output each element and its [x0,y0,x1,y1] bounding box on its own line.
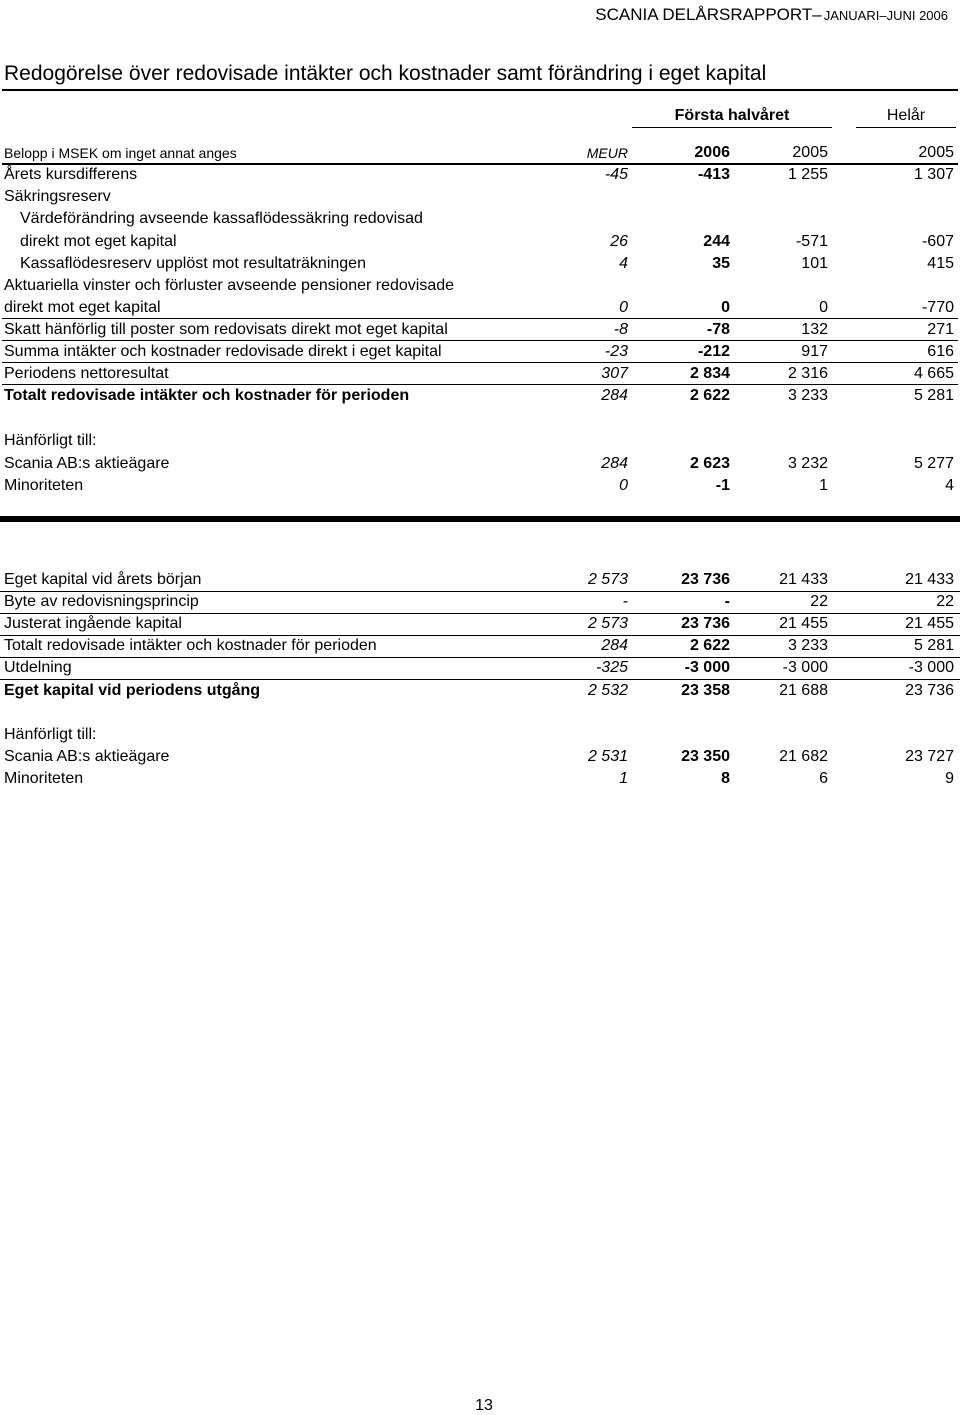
row-label: Utdelning [4,659,72,676]
title-rule [2,89,958,91]
cell-full-year: 22 [936,593,954,610]
row-label: Aktuariella vinster och förluster avseende pensioner redovisade [4,277,455,294]
cell-full-year: 23 736 [905,682,954,699]
row-label: Totalt redovisade intäkter och kostnader för perioden [4,387,410,404]
cell-2005: 3 233 [787,387,828,404]
table-row [0,768,960,790]
table-row [0,186,960,208]
cell-2006: 23 736 [681,615,730,632]
table-row [0,635,960,658]
cell-2006: 23 736 [681,571,730,588]
cell-2006: -212 [697,343,730,360]
cell-2005: 21 433 [779,571,828,588]
table-row [0,475,960,497]
table-row [0,430,960,452]
table-row [0,297,960,319]
table-row [0,746,960,768]
cell-2005: 21 455 [779,615,828,632]
cell-2006: -1 [715,477,730,494]
row-label: Scania AB:s aktieägare [4,455,170,472]
cell-full-year: 1 307 [913,166,954,183]
period-rule-first-half [632,127,832,128]
row-label: Eget kapital vid årets början [4,571,202,588]
cell-2006: 2 622 [689,387,730,404]
cell-2006: -78 [706,321,730,338]
cell-meur: 0 [619,299,628,316]
table-row [0,591,960,614]
cell-full-year: 5 281 [913,637,954,654]
cell-2005: 6 [819,770,828,787]
cell-full-year: -607 [921,233,954,250]
section-separator [0,516,960,522]
row-label: Totalt redovisade intäkter och kostnader för perioden [4,637,377,654]
cell-2005: 21 682 [779,748,828,765]
row-label: Periodens nettoresultat [4,365,169,382]
cell-meur: 1 [619,770,628,787]
cell-2005: 132 [801,321,828,338]
cell-full-year: -3 000 [908,659,954,676]
row-label: Eget kapital vid periodens utgång [4,682,261,699]
header-company: SCANIA DELÅRSRAPPORT [595,5,813,24]
cell-full-year: 5 277 [913,455,954,472]
cell-2005: 1 255 [787,166,828,183]
row-label: Kassaflödesreserv upplöst mot resultaträkningen [20,255,366,272]
table-row [0,363,960,385]
table-row-total [0,680,960,702]
cell-meur: 0 [619,477,628,494]
cell-2005: -3 000 [782,659,828,676]
cell-full-year: 9 [945,770,954,787]
row-label: Skatt hänförlig till poster som redovisats direkt mot eget kapital [4,321,448,338]
cell-meur: 4 [619,255,628,272]
row-label: Hänförligt till: [4,432,97,449]
period-label-first-half: Första halvåret [674,107,790,124]
cell-2005: 2 316 [787,365,828,382]
cell-2006: - [724,593,730,610]
cell-2006: 35 [712,255,730,272]
column-header-meur: MEUR [586,145,628,161]
cell-2005: 1 [819,477,828,494]
cell-2005: -571 [795,233,828,250]
page-title: Redogörelse över redovisade intäkter och kostnader samt förändring i eget kapital [4,62,767,85]
cell-full-year: 271 [927,321,954,338]
table-row [0,208,960,230]
cell-2005: 0 [819,299,828,316]
cell-2006: 2 622 [689,637,730,654]
cell-2006: 2 623 [689,455,730,472]
cell-meur: 26 [610,233,628,250]
cell-meur: 2 573 [587,571,628,588]
cell-2006: 8 [721,770,730,787]
row-label: Värdeförändring avseende kassaflödessäkring redovisad [20,210,423,227]
column-header-row [0,142,960,164]
column-header-full-2005: 2005 [918,144,954,161]
table-row-total [0,385,960,407]
row-label: direkt mot eget kapital [4,299,161,316]
table-row [0,253,960,275]
cell-2005: 917 [801,343,828,360]
cell-meur: 2 532 [587,682,628,699]
row-label: Byte av redovisningsprincip [4,593,199,610]
cell-meur: 2 573 [587,615,628,632]
cell-meur: 2 531 [587,748,628,765]
row-label: Justerat ingående kapital [4,615,182,632]
row-label: Minoriteten [4,770,84,787]
cell-2005: 101 [801,255,828,272]
cell-2005: 21 688 [779,682,828,699]
row-label: Scania AB:s aktieägare [4,748,170,765]
row-label: direkt mot eget kapital [20,233,177,250]
table-row [0,613,960,636]
header-dash: – [812,5,822,24]
table-row [0,657,960,680]
column-header-label: Belopp i MSEK om inget annat anges [4,145,237,161]
cell-2005: 22 [810,593,828,610]
table-row [0,453,960,475]
table-row [0,569,960,592]
cell-meur: 307 [601,365,628,382]
cell-full-year: 5 281 [913,387,954,404]
cell-2006: 0 [721,299,730,316]
cell-full-year: 21 433 [905,571,954,588]
table-row [0,319,960,341]
table-row [0,341,960,363]
period-rule-full-year [856,127,956,128]
header-period: JANUARI–JUNI 2006 [823,8,948,23]
table-row [0,275,960,297]
report-header [595,5,948,25]
cell-meur: -325 [595,659,628,676]
table-row [0,164,960,186]
cell-full-year: 415 [927,255,954,272]
cell-full-year: 4 [945,477,954,494]
cell-full-year: 23 727 [905,748,954,765]
cell-meur: -45 [604,166,628,183]
row-label: Årets kursdifferens [4,166,138,183]
cell-2005: 3 233 [787,637,828,654]
row-label: Minoriteten [4,477,84,494]
cell-meur: 284 [601,387,628,404]
cell-meur: -23 [604,343,628,360]
column-header-2006: 2006 [694,144,730,161]
cell-meur: -8 [613,321,628,338]
cell-meur: 284 [601,455,628,472]
row-label: Hänförligt till: [4,726,97,743]
cell-2006: 23 358 [681,682,730,699]
table-row [0,724,960,746]
page-number: 13 [475,1397,493,1414]
cell-2006: 2 834 [689,365,730,382]
cell-full-year: 21 455 [905,615,954,632]
period-label-full-year: Helår [886,107,926,124]
cell-full-year: 4 665 [913,365,954,382]
cell-2005: 3 232 [787,455,828,472]
cell-full-year: -770 [921,299,954,316]
cell-2006: -3 000 [684,659,730,676]
table-row [0,231,960,253]
cell-meur: - [622,593,628,610]
cell-2006: 23 350 [681,748,730,765]
cell-full-year: 616 [927,343,954,360]
cell-2006: -413 [697,166,730,183]
row-label: Summa intäkter och kostnader redovisade direkt i eget kapital [4,343,442,360]
column-header-2005: 2005 [792,144,828,161]
cell-2006: 244 [703,233,730,250]
cell-meur: 284 [601,637,628,654]
row-label: Säkringsreserv [4,188,111,205]
